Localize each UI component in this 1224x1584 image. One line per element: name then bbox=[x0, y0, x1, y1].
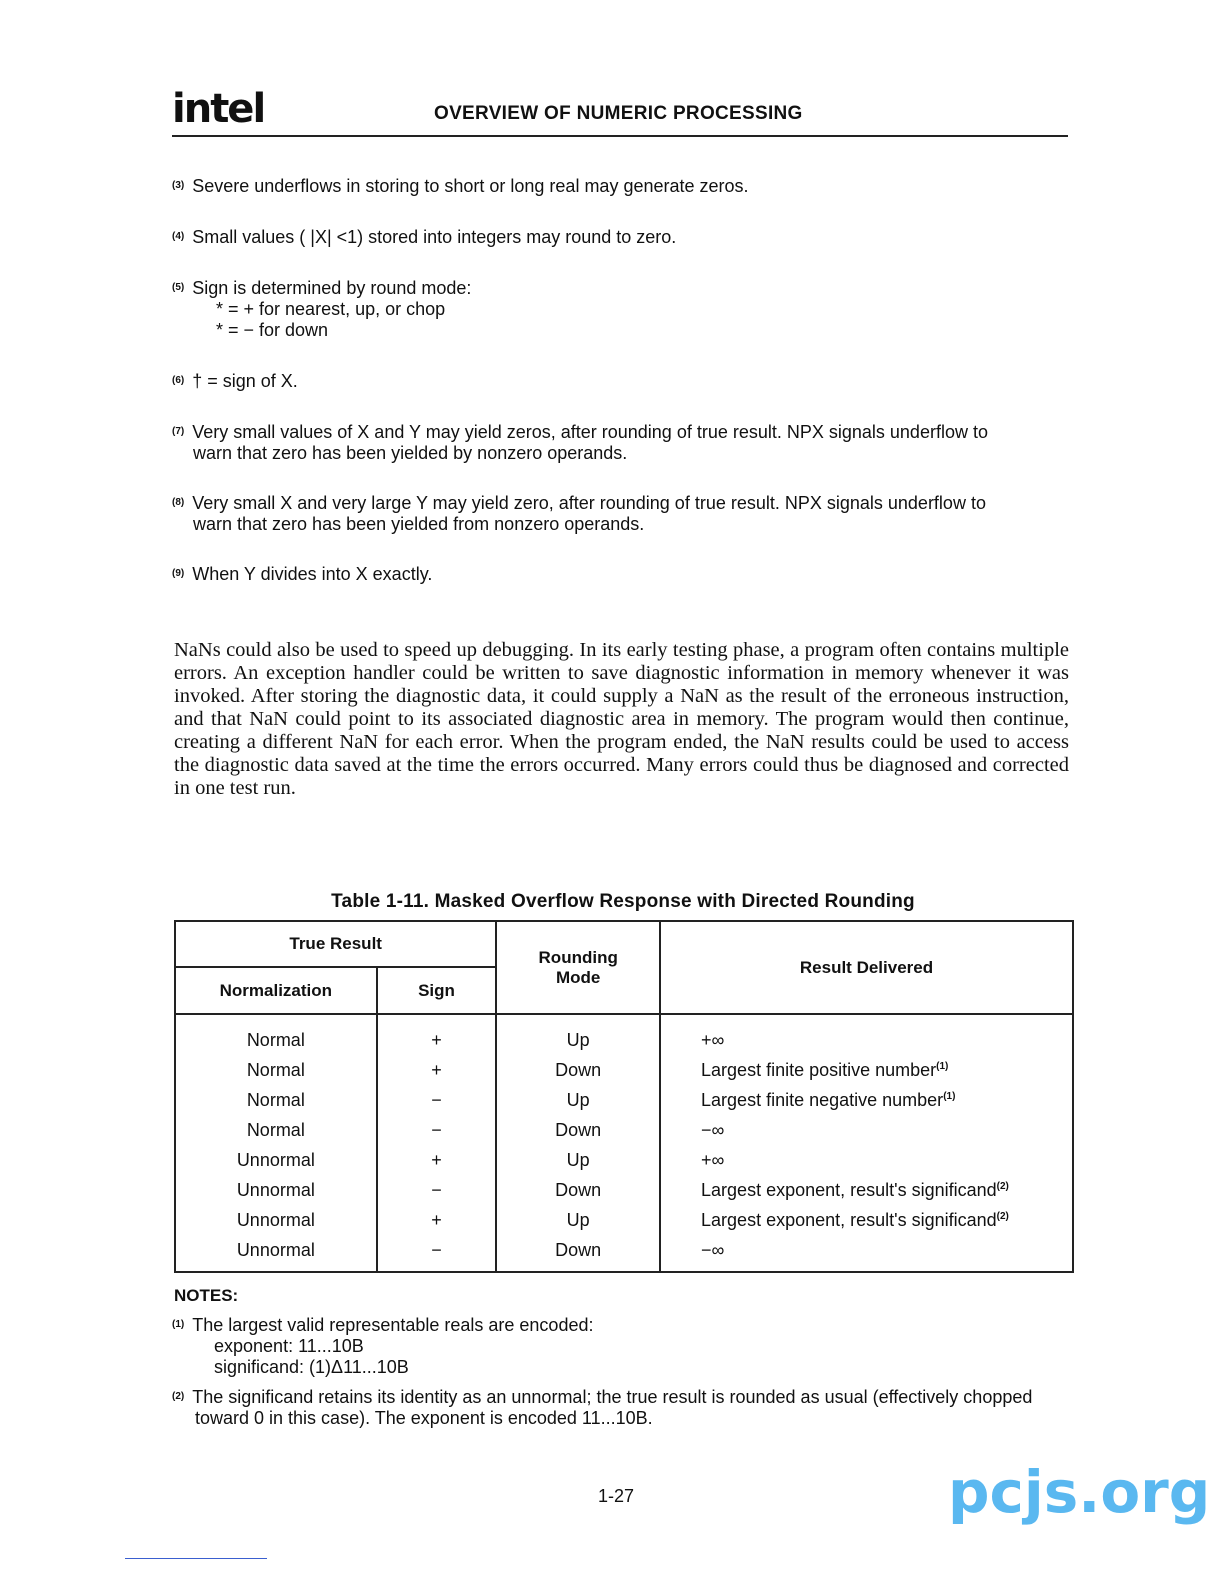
overflow-response-table bbox=[174, 920, 1074, 1273]
note-8: $^{(8)}$ Very small X and very large Y may yield zero, after rounding of true result. NPX signals underflow to warn that zero has been yielded from nonzero operands. bbox=[172, 493, 986, 534]
table-note-1: $^{(1)}$ The largest valid representable reals are encoded: exponent: 11...10B significand: (1)Δ11...10B bbox=[172, 1315, 594, 1377]
header-sign: Sign bbox=[377, 967, 497, 1014]
pcjs-watermark: pcjs.org bbox=[948, 1458, 1211, 1526]
header-normalization: Normalization bbox=[175, 967, 377, 1014]
header-result-delivered: Result Delivered bbox=[660, 921, 1073, 1014]
header-rule bbox=[172, 135, 1068, 137]
table-row: Unnormal + Up +∞ bbox=[175, 1145, 1073, 1175]
page-number: 1-27 bbox=[598, 1486, 635, 1506]
note-9: $^{(9)}$ When Y divides into X exactly. bbox=[172, 564, 433, 584]
table-row: Unnormal − Down Largest exponent, result's significand$^{(2)}$ bbox=[175, 1175, 1073, 1205]
table-row: Unnormal − Down −∞ bbox=[175, 1235, 1073, 1272]
footer-line bbox=[125, 1558, 267, 1559]
note-7: $^{(7)}$ Very small values of X and Y may yield zeros, after rounding of true result. NPX signals underflow to warn that zero has been yielded by nonzero operands. bbox=[172, 422, 988, 463]
table-note-2: $^{(2)}$ The significand retains its identity as an unnormal; the true result is rounded as usual (effectively chopped toward 0 in this case). The exponent is encoded 11...10B. bbox=[172, 1387, 1033, 1428]
table-row: Normal − Down −∞ bbox=[175, 1115, 1073, 1145]
header-true-result: True Result bbox=[175, 921, 496, 967]
intel-logo: intel bbox=[172, 86, 265, 132]
nan-debugging-paragraph: NaNs could also be used to speed up debugging. In its early testing phase, a program often contains multiple errors. An exception handler could be written to save diagnostic information in memory whenever it was invoked. After storing the diagnostic data, it could supply a NaN as the result of the erroneous instruction, and that NaN could point to its associated diagnostic area in memory. The program would then continue, creating a different NaN for each error. When the program ended, the NaN results could be used to access the diagnostic data saved at the time the errors occurred. Many errors could thus be diagnosed and corrected in one test run. bbox=[174, 639, 1069, 799]
table-row: Unnormal + Up Largest exponent, result's significand$^{(2)}$ bbox=[175, 1205, 1073, 1235]
table-row: Normal + Up +∞ bbox=[175, 1014, 1073, 1055]
page-header-title: OVERVIEW OF NUMERIC PROCESSING bbox=[434, 103, 803, 124]
table-notes-title: NOTES: bbox=[174, 1286, 239, 1305]
table-row: Normal − Up Largest finite negative number$^{(1)}$ bbox=[175, 1085, 1073, 1115]
table-row: Normal + Down Largest finite positive number$^{(1)}$ bbox=[175, 1055, 1073, 1085]
note-3: $^{(3)}$ Severe underflows in storing to short or long real may generate zeros. bbox=[172, 176, 749, 196]
note-5: $^{(5)}$ Sign is determined by round mode: * = + for nearest, up, or chop * = − for down bbox=[172, 278, 472, 340]
note-6: $^{(6)}$ † = sign of X. bbox=[172, 371, 298, 391]
note-4: $^{(4)}$ Small values ( |X| <1) stored into integers may round to zero. bbox=[172, 227, 677, 247]
table-caption: Table 1-11. Masked Overflow Response with Directed Rounding bbox=[331, 891, 915, 912]
header-rounding-mode: Rounding Mode bbox=[496, 921, 660, 1014]
